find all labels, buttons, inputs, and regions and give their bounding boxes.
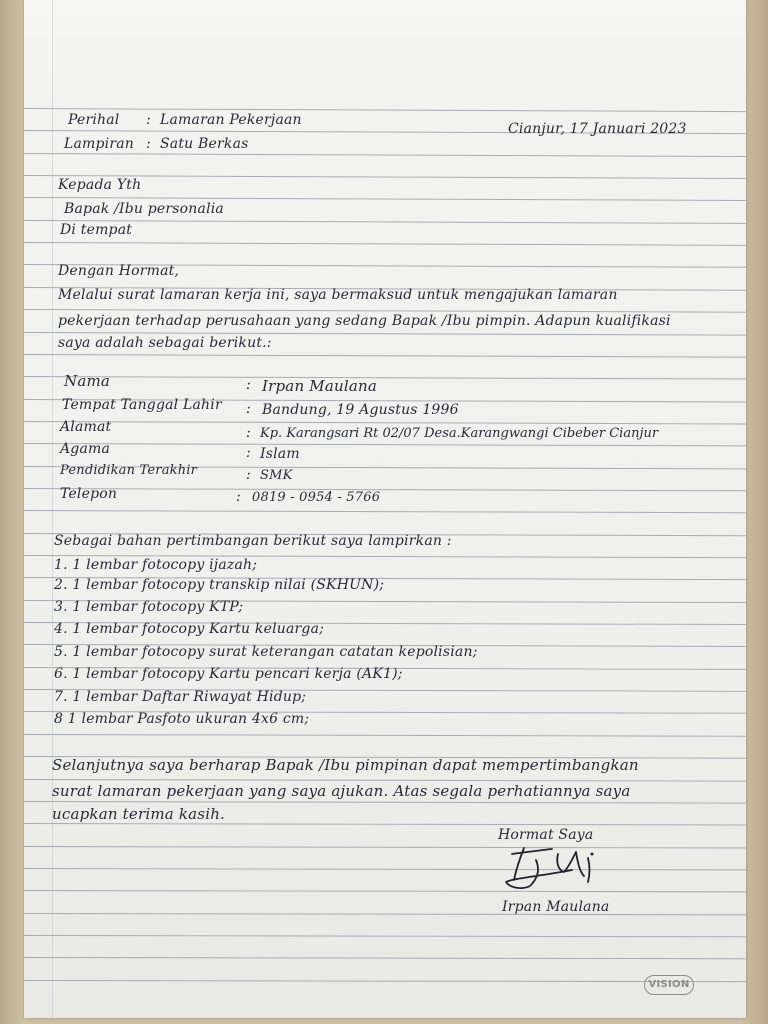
closing-line: Selanjutnya saya berharap Bapak /Ibu pimpinan dapat mempertimbangkan — [52, 756, 639, 774]
sign-off: Hormat Saya — [498, 827, 594, 843]
ruled-line — [24, 801, 746, 804]
detail-value-birth: Bandung, 19 Agustus 1996 — [262, 402, 459, 418]
ruled-line — [24, 220, 746, 224]
ruled-line — [24, 443, 746, 446]
ruled-line — [24, 510, 746, 513]
detail-label-birth: Tempat Tanggal Lahir — [62, 397, 222, 413]
detail-label-religion: Agama — [60, 441, 111, 457]
ruled-line — [24, 957, 746, 959]
ruled-line — [24, 488, 746, 491]
detail-colon: : — [246, 467, 251, 483]
ruled-line — [24, 354, 746, 358]
detail-colon: : — [236, 489, 241, 505]
detail-colon: : — [246, 445, 251, 461]
ruled-line — [24, 421, 746, 424]
ruled-line — [24, 734, 746, 737]
detail-label-education: Pendidikan Terakhir — [60, 463, 198, 478]
intro-line: saya adalah sebagai berikut.: — [58, 335, 272, 351]
detail-colon: : — [246, 425, 251, 441]
signer-name: Irpan Maulana — [502, 899, 610, 915]
ruled-line — [24, 846, 746, 848]
closing-line: ucapkan terima kasih. — [52, 805, 226, 823]
attachment-label: Lampiran — [64, 136, 135, 152]
ruled-line — [24, 913, 746, 915]
vision-logo: VISION — [644, 975, 694, 995]
recipient-line: Di tempat — [60, 222, 133, 238]
attachment-item: 4. 1 lembar fotocopy Kartu keluarga; — [54, 621, 325, 637]
attachment-item: 2. 1 lembar fotocopy transkip nilai (SKHUN); — [54, 577, 385, 593]
attachments-intro: Sebagai bahan pertimbangan berikut saya lampirkan : — [54, 533, 452, 549]
attachment-item: 7. 1 lembar Daftar Riwayat Hidup; — [54, 689, 307, 705]
greeting: Dengan Hormat, — [58, 263, 180, 279]
detail-value-name: Irpan Maulana — [262, 377, 377, 395]
ruled-line — [24, 935, 746, 937]
ruled-line — [24, 890, 746, 892]
ruled-line — [24, 980, 746, 982]
recipient-line: Kepada Yth — [58, 177, 142, 193]
attachment-value: Satu Berkas — [160, 136, 249, 152]
intro-line: pekerjaan terhadap perusahaan yang sedang Bapak /Ibu pimpin. Adapun kualifikasi — [58, 313, 671, 329]
attachment-item: 1. 1 lembar fotocopy ijazah; — [54, 557, 258, 573]
ruled-line — [24, 153, 746, 157]
ruled-line — [24, 868, 746, 870]
subject-colon: : — [146, 112, 151, 128]
detail-value-phone: 0819 - 0954 - 5766 — [252, 490, 381, 505]
recipient-line: Bapak /Ibu personalia — [64, 201, 224, 217]
paper-header-area — [24, 0, 746, 110]
lined-paper-sheet — [24, 0, 746, 1018]
detail-value-religion: Islam — [260, 446, 300, 462]
subject-label: Perihal — [68, 112, 120, 128]
place-date: Cianjur, 17 Januari 2023 — [508, 121, 687, 137]
closing-line: surat lamaran pekerjaan yang saya ajukan. Atas segala perhatiannya saya — [52, 782, 631, 800]
attachment-item: 5. 1 lembar fotocopy surat keterangan catatan kepolisian; — [54, 644, 478, 660]
detail-label-address: Alamat — [60, 419, 112, 435]
ruled-line — [24, 823, 746, 826]
detail-label-name: Nama — [64, 372, 111, 390]
intro-line: Melalui surat lamaran kerja ini, saya bermaksud untuk mengajukan lamaran — [58, 287, 618, 303]
attachment-colon: : — [146, 136, 151, 152]
attachment-item: 3. 1 lembar fotocopy KTP; — [54, 599, 244, 615]
detail-label-phone: Telepon — [60, 486, 118, 502]
detail-colon: : — [246, 377, 251, 393]
detail-value-education: SMK — [260, 468, 293, 483]
signature-icon — [502, 840, 612, 892]
ruled-line — [24, 242, 746, 246]
attachment-item: 6. 1 lembar fotocopy Kartu pencari kerja (AK1); — [54, 666, 403, 682]
detail-value-address: Kp. Karangsari Rt 02/07 Desa.Karangwangi Cibeber Cianjur — [260, 426, 659, 441]
subject-value: Lamaran Pekerjaan — [160, 112, 302, 128]
ruled-line — [24, 376, 746, 380]
detail-colon: : — [246, 401, 251, 417]
attachment-item: 8 1 lembar Pasfoto ukuran 4x6 cm; — [54, 711, 310, 727]
